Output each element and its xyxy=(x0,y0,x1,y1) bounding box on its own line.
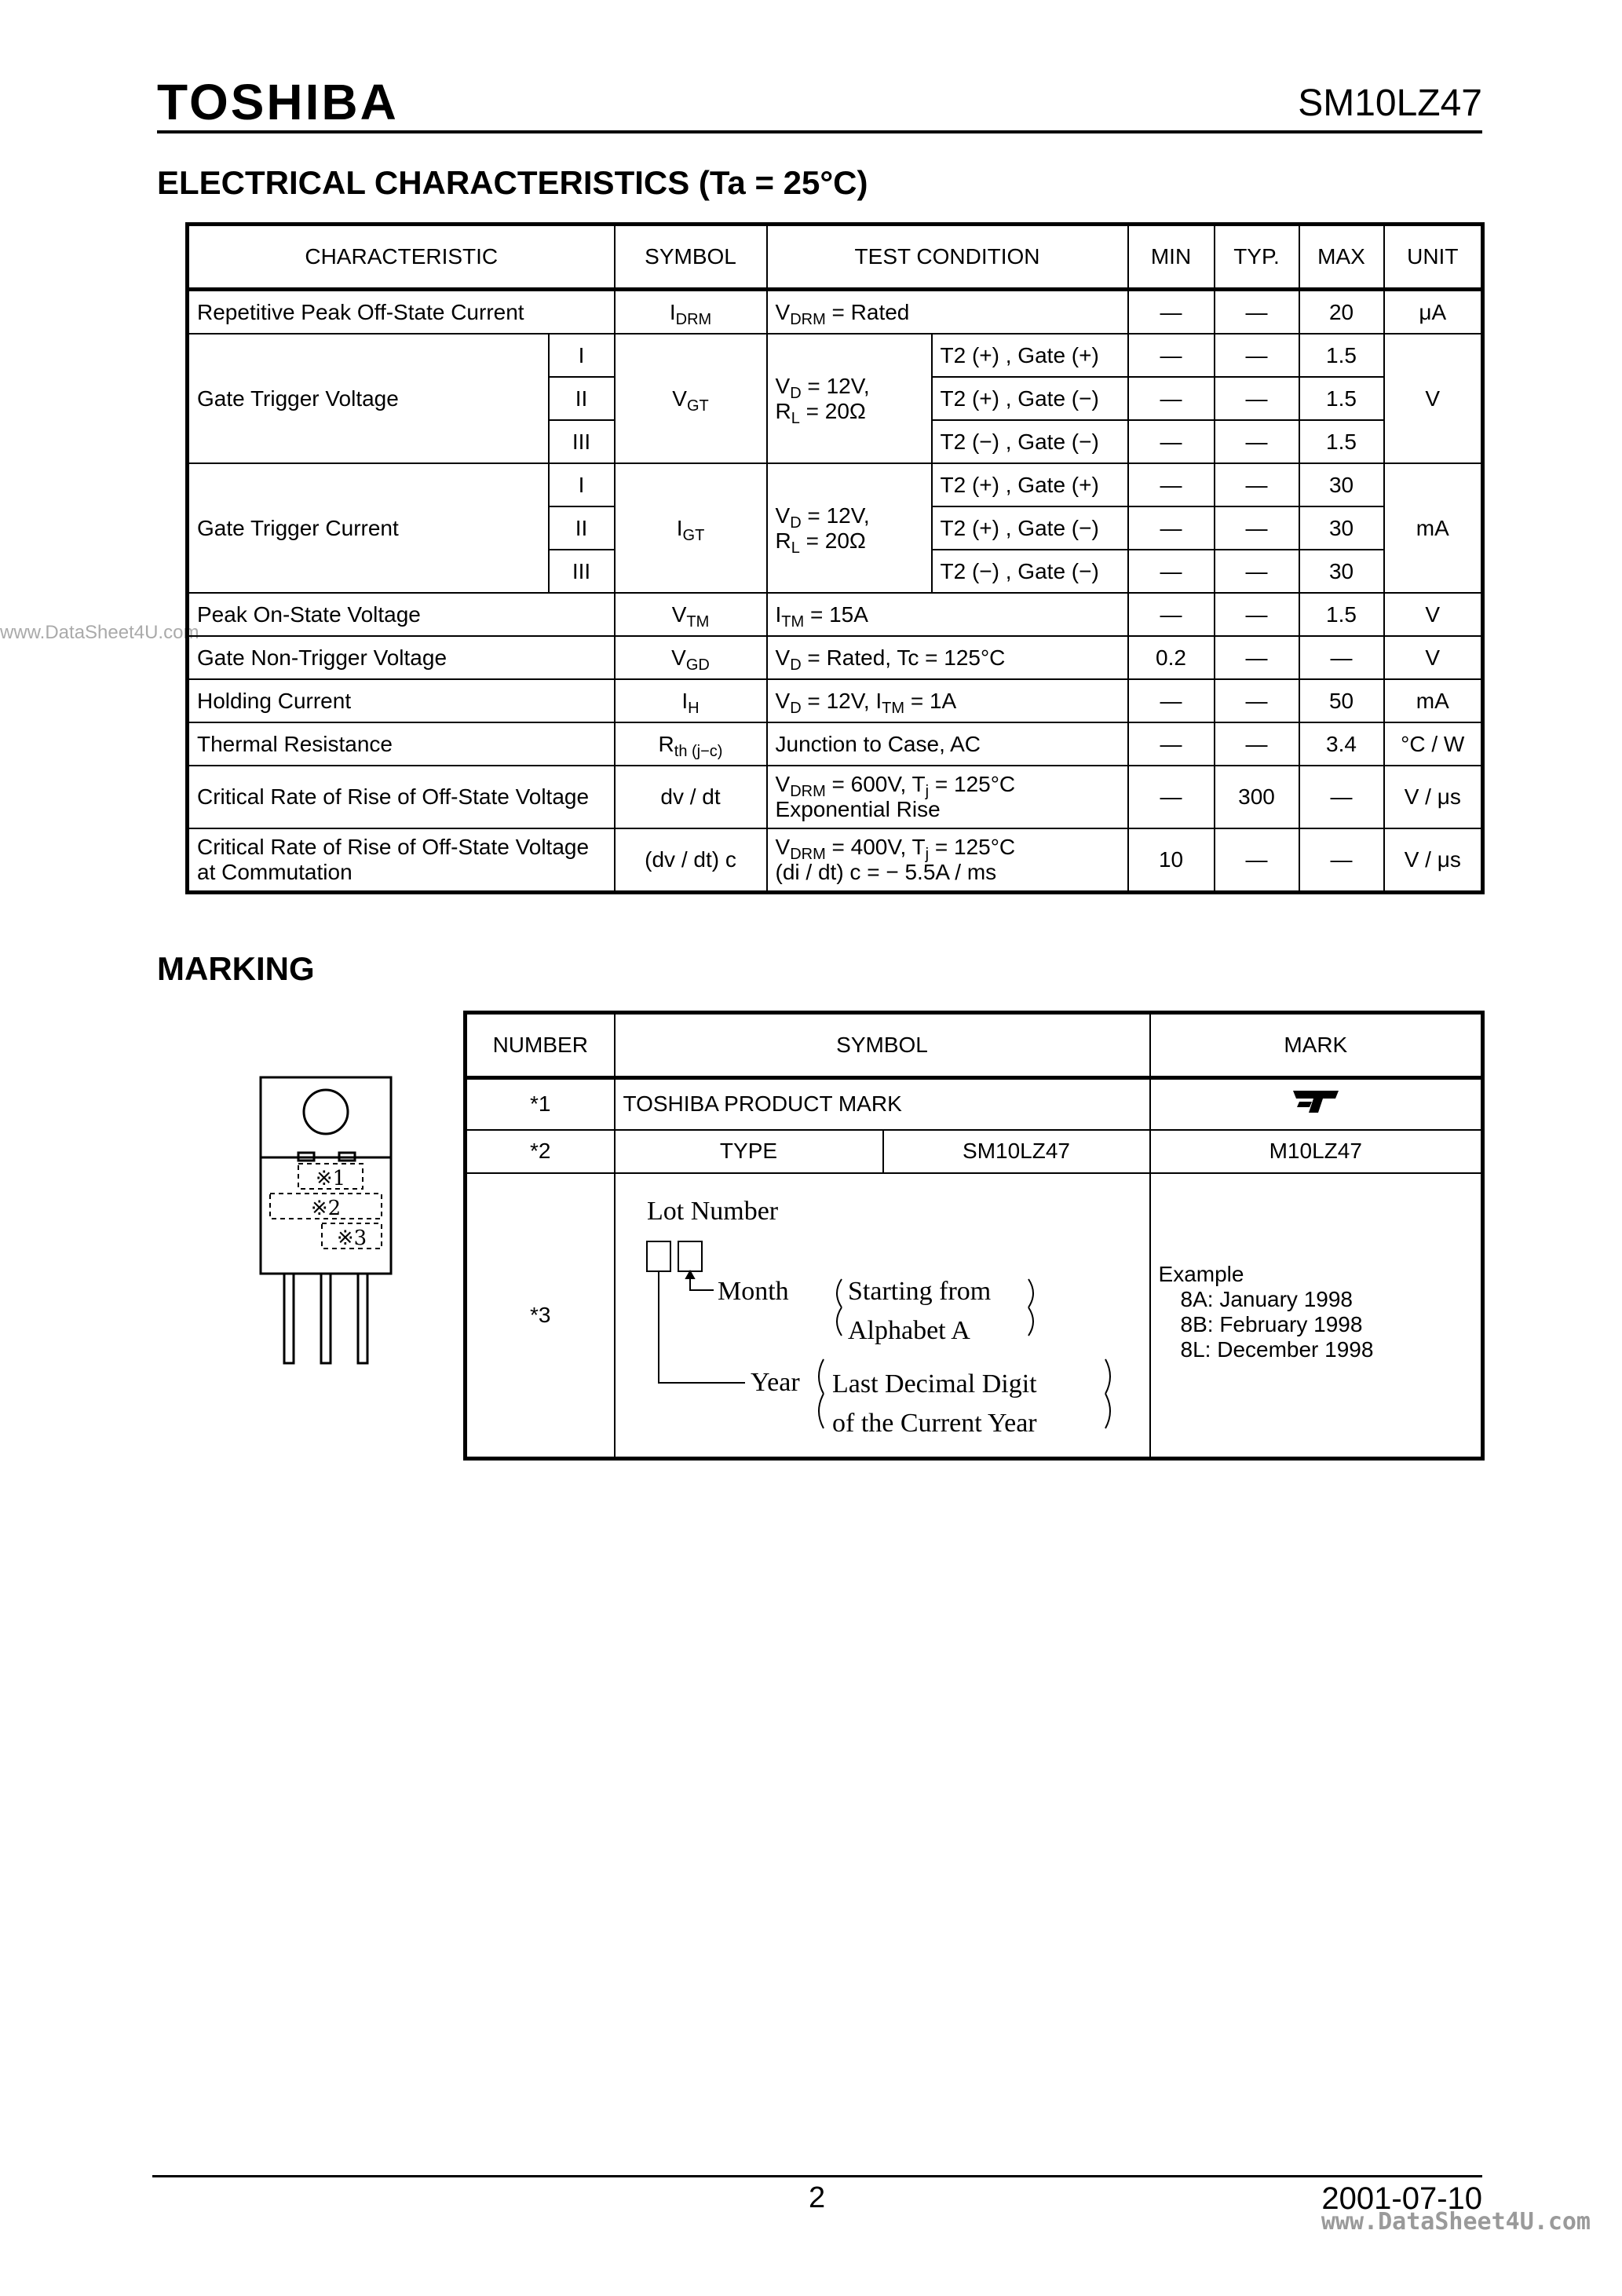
year-label: Year xyxy=(750,1367,800,1397)
part-number: SM10LZ47 xyxy=(1298,82,1482,124)
page-number: 2 xyxy=(809,2181,826,2214)
number: *1 xyxy=(466,1078,615,1130)
min: — xyxy=(1128,377,1215,420)
typ: — xyxy=(1215,828,1299,893)
month-note-1: Starting from xyxy=(847,1276,991,1306)
typ: — xyxy=(1215,290,1299,335)
characteristic: Gate Trigger Voltage xyxy=(188,334,549,463)
watermark-bottom: www.DataSheet4U.com xyxy=(1321,2208,1591,2236)
typ: — xyxy=(1215,377,1299,420)
test-condition: $V_D = 12V$, $R_L = 20\Omega$ xyxy=(767,334,932,463)
lot-example xyxy=(1150,1173,1483,1459)
table-header-row xyxy=(466,1013,1483,1078)
electrical-characteristics-table xyxy=(185,222,1485,894)
symbol: $V_{TM}$ xyxy=(615,593,767,636)
mark xyxy=(1150,1078,1483,1130)
section-title-marking: MARKING xyxy=(157,950,315,987)
lot-number-title: Lot Number xyxy=(646,1196,778,1226)
col-header: MAX xyxy=(1299,225,1384,290)
test-condition: Junction to Case, AC xyxy=(767,722,1128,766)
symbol: TOSHIBA PRODUCT MARK xyxy=(615,1078,1150,1130)
gate-condition: T2 (+) , Gate (+) xyxy=(932,334,1128,377)
table-row xyxy=(466,1078,1483,1130)
characteristic: Gate Trigger Current xyxy=(188,463,549,593)
col-header: SYMBOL xyxy=(615,225,767,290)
unit: V / μs xyxy=(1384,766,1483,828)
lead-2 xyxy=(321,1274,331,1363)
section-title-electrical: ELECTRICAL CHARACTERISTICS (Ta = 25°C) xyxy=(157,164,868,201)
characteristic: Peak On-State Voltage xyxy=(188,593,615,636)
header-rule xyxy=(157,130,1482,133)
symbol: $I_H$ xyxy=(615,679,767,722)
number: *3 xyxy=(466,1173,615,1459)
typ: — xyxy=(1215,334,1299,377)
col-header: TEST CONDITION xyxy=(767,225,1128,290)
test-condition: $V_D$ = Rated, Tc = 125°C xyxy=(767,636,1128,679)
min: — xyxy=(1128,593,1215,636)
table-row xyxy=(188,290,1483,335)
unit: V / μs xyxy=(1384,828,1483,893)
max: 1.5 xyxy=(1299,593,1384,636)
typ: — xyxy=(1215,506,1299,550)
mark-label-3: ※3 xyxy=(336,1227,367,1250)
col-header: SYMBOL xyxy=(615,1013,1150,1078)
unit: V xyxy=(1384,636,1483,679)
gate-condition: T2 (−) , Gate (−) xyxy=(932,420,1128,463)
example-title: Example xyxy=(1158,1261,1244,1286)
table-header-row xyxy=(188,225,1483,290)
mode: III xyxy=(549,550,615,593)
min: — xyxy=(1128,722,1215,766)
max: 3.4 xyxy=(1299,722,1384,766)
symbol-part: SM10LZ47 xyxy=(883,1130,1150,1173)
characteristic: Gate Non-Trigger Voltage xyxy=(188,636,615,679)
symbol: $I_{GT}$ xyxy=(615,463,767,593)
toshiba-logo: TOSHIBA xyxy=(157,74,399,130)
watermark-side: www.DataSheet4U.com xyxy=(0,622,199,643)
gate-condition: T2 (+) , Gate (+) xyxy=(932,463,1128,506)
month-note-2: Alphabet A xyxy=(847,1315,970,1345)
col-header: MIN xyxy=(1128,225,1215,290)
test-condition: $V_D = 12V$, $I_{TM} = 1A$ xyxy=(767,679,1128,722)
symbol: (dv / dt) c xyxy=(615,828,767,893)
max: 50 xyxy=(1299,679,1384,722)
min: — xyxy=(1128,420,1215,463)
unit: V xyxy=(1384,334,1483,463)
document-date: 2001-07-10 xyxy=(1321,2181,1482,2216)
unit: °C / W xyxy=(1384,722,1483,766)
characteristic: Critical Rate of Rise of Off-State Voltage xyxy=(188,766,615,828)
month-label: Month xyxy=(717,1276,789,1306)
characteristic: Thermal Resistance xyxy=(188,722,615,766)
mark-label-1: ※1 xyxy=(315,1167,346,1190)
unit: V xyxy=(1384,593,1483,636)
package-outline-diagram xyxy=(251,1068,400,1398)
min: — xyxy=(1128,766,1215,828)
table-row xyxy=(466,1173,1483,1459)
typ: — xyxy=(1215,420,1299,463)
test-condition: $V_D = 12V$, $R_L = 20\Omega$ xyxy=(767,463,932,593)
mode: I xyxy=(549,463,615,506)
test-condition: $V_{DRM} = 600V$, $T_j = 125^\circ C$ Exponential Rise xyxy=(767,766,1128,828)
test-condition: $V_{DRM}$ = Rated xyxy=(767,290,1128,335)
characteristic: Repetitive Peak Off-State Current xyxy=(188,290,615,335)
table-row xyxy=(466,1130,1483,1173)
example-item: 8A: January 1998 xyxy=(1180,1286,1353,1311)
mark-label-2: ※2 xyxy=(310,1197,342,1220)
mark: M10LZ47 xyxy=(1150,1130,1483,1173)
gate-condition: T2 (−) , Gate (−) xyxy=(932,550,1128,593)
lot-number-diagram xyxy=(615,1173,1150,1459)
min: 0.2 xyxy=(1128,636,1215,679)
typ: — xyxy=(1215,722,1299,766)
typ: — xyxy=(1215,593,1299,636)
symbol: $R_{th (j-c)}$ xyxy=(615,722,767,766)
marking-table xyxy=(463,1011,1485,1461)
symbol: $V_{GD}$ xyxy=(615,636,767,679)
col-header: MARK xyxy=(1150,1013,1483,1078)
max: — xyxy=(1299,636,1384,679)
gate-condition: T2 (+) , Gate (−) xyxy=(932,377,1128,420)
typ: — xyxy=(1215,550,1299,593)
max: 20 xyxy=(1299,290,1384,335)
min: — xyxy=(1128,550,1215,593)
symbol: $I_{DRM}$ xyxy=(615,290,767,335)
min: 10 xyxy=(1128,828,1215,893)
max: 1.5 xyxy=(1299,420,1384,463)
table-row xyxy=(188,679,1483,722)
mode: III xyxy=(549,420,615,463)
lot-number-lines xyxy=(616,1174,1151,1457)
table-row xyxy=(188,463,1483,506)
symbol: $V_{GT}$ xyxy=(615,334,767,463)
mode: II xyxy=(549,377,615,420)
typ: — xyxy=(1215,636,1299,679)
max: 1.5 xyxy=(1299,377,1384,420)
toshiba-product-mark-icon xyxy=(1288,1086,1343,1117)
mode: II xyxy=(549,506,615,550)
characteristic: Critical Rate of Rise of Off-State Voltage at Commutation xyxy=(188,828,615,893)
gate-condition: T2 (+) , Gate (−) xyxy=(932,506,1128,550)
max: 30 xyxy=(1299,550,1384,593)
min: — xyxy=(1128,679,1215,722)
number: *2 xyxy=(466,1130,615,1173)
table-row xyxy=(188,722,1483,766)
test-condition: $I_{TM} = 15A$ xyxy=(767,593,1128,636)
example-item: 8B: February 1998 xyxy=(1180,1311,1363,1336)
col-header: CHARACTERISTIC xyxy=(188,225,615,290)
year-note-2: of the Current Year xyxy=(831,1408,1037,1438)
typ: 300 xyxy=(1215,766,1299,828)
max: 1.5 xyxy=(1299,334,1384,377)
unit: μA xyxy=(1384,290,1483,335)
max: 30 xyxy=(1299,506,1384,550)
typ: — xyxy=(1215,463,1299,506)
example-item: 8L: December 1998 xyxy=(1180,1336,1374,1362)
min: — xyxy=(1128,463,1215,506)
min: — xyxy=(1128,290,1215,335)
year-note-1: Last Decimal Digit xyxy=(831,1369,1037,1398)
mode: I xyxy=(549,334,615,377)
min: — xyxy=(1128,506,1215,550)
table-row xyxy=(188,766,1483,828)
characteristic: Holding Current xyxy=(188,679,615,722)
max: — xyxy=(1299,766,1384,828)
symbol: dv / dt xyxy=(615,766,767,828)
table-row xyxy=(188,334,1483,377)
col-header: TYP. xyxy=(1215,225,1299,290)
footer-rule xyxy=(152,2175,1482,2177)
lead-1 xyxy=(284,1274,294,1363)
min: — xyxy=(1128,334,1215,377)
lead-3 xyxy=(358,1274,367,1363)
col-header: NUMBER xyxy=(466,1013,615,1078)
max: — xyxy=(1299,828,1384,893)
mounting-hole xyxy=(304,1090,348,1134)
table-row xyxy=(188,593,1483,636)
table-row xyxy=(188,828,1483,893)
symbol-type: TYPE xyxy=(615,1130,883,1173)
max: 30 xyxy=(1299,463,1384,506)
table-row xyxy=(188,636,1483,679)
col-header: UNIT xyxy=(1384,225,1483,290)
test-condition: $V_{DRM} = 400V$, $T_j = 125^\circ C$ (di / dt) c = − 5.5A / ms xyxy=(767,828,1128,893)
unit: mA xyxy=(1384,463,1483,593)
typ: — xyxy=(1215,679,1299,722)
unit: mA xyxy=(1384,679,1483,722)
